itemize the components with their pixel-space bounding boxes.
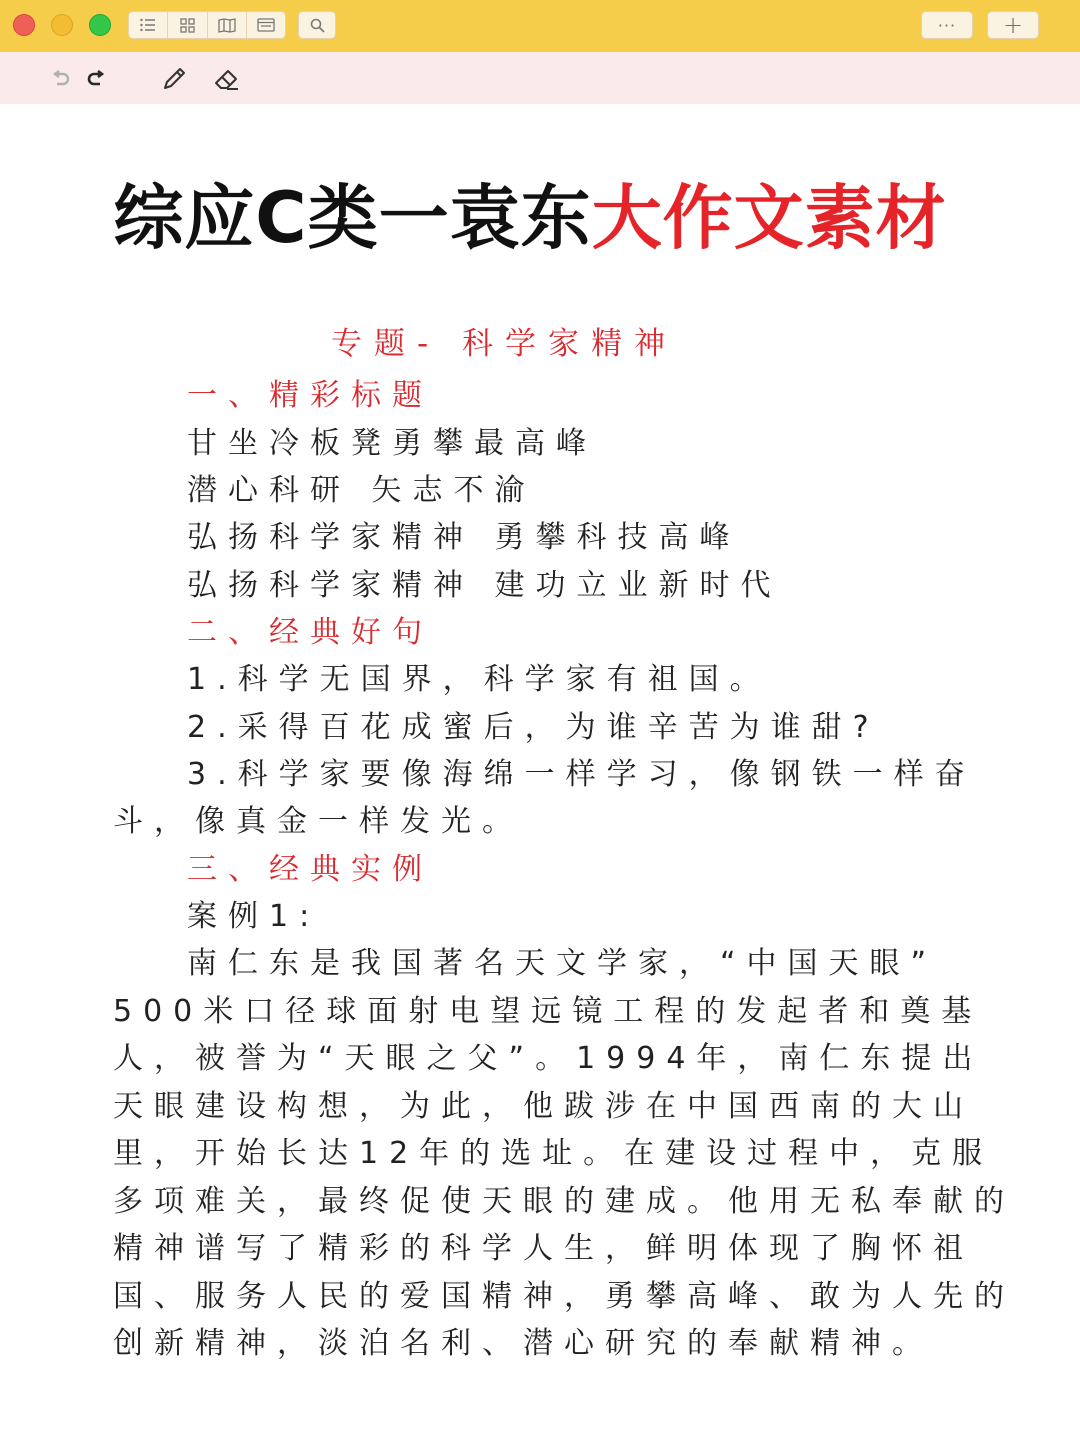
redo-button[interactable] [82,64,112,94]
redo-icon [86,70,108,88]
window-icon [257,18,275,32]
minimize-window-button[interactable] [51,14,73,36]
section-heading-titles: 一、精彩标题 [187,378,433,413]
title-item: 弘扬科学家精神 建功立业新时代 [187,568,782,603]
more-icon: ··· [937,15,957,35]
section-heading-sentences: 二、经典好句 [187,615,433,650]
undo-button[interactable] [45,64,75,94]
case-line: 天眼建设构想，为此，他跋涉在中国西南的大山 [113,1089,974,1124]
view-mode-segmented-control [128,11,286,39]
title-item: 弘扬科学家精神 勇攀科技高峰 [187,520,741,555]
book-view-button[interactable] [208,12,247,38]
case-line: 国、服务人民的爱国精神，勇攀高峰、敢为人先的 [113,1279,1015,1314]
document-title [0,162,1060,263]
title-black-part: 综应C类一袁东 [113,177,592,259]
list-icon [140,18,156,32]
grid-icon [180,18,195,33]
window-titlebar [0,0,1080,52]
title-item: 甘坐冷板凳勇攀最高峰 [187,426,597,461]
eraser-icon [213,66,241,92]
sentence-line: 3.科学家要像海绵一样学习，像钢铁一样奋 [187,757,976,792]
more-button[interactable] [921,11,973,39]
search-icon [310,18,325,33]
case-line: 人，被誉为“天眼之父”。1994年，南仁东提出 [113,1041,984,1076]
sentence-line: 1.科学无国界，科学家有祖国。 [187,662,771,697]
sentence-line: 2.采得百花成蜜后，为谁辛苦为谁甜? [187,710,880,745]
window-view-button[interactable] [247,12,285,38]
case-label: 案例1: [187,899,321,934]
zoom-window-button[interactable] [89,14,111,36]
book-icon [218,18,236,33]
edit-toolbar [0,52,1080,104]
sentence-line: 斗，像真金一样发光。 [113,804,523,839]
case-line: 多项难关，最终促使天眼的建成。他用无私奉献的 [113,1184,1015,1219]
grid-view-button[interactable] [168,12,207,38]
add-button[interactable] [987,11,1039,39]
case-line: 500米口径球面射电望远镜工程的发起者和奠基 [113,994,983,1029]
pencil-tool-button[interactable] [159,64,189,94]
case-line: 南仁东是我国著名天文学家，“中国天眼” [187,946,938,981]
search-button[interactable] [298,11,336,39]
case-line: 精神谱写了精彩的科学人生，鲜明体现了胸怀祖 [113,1231,974,1266]
topic-heading: 专题- 科学家精神 [331,326,678,362]
case-line: 里，开始长达12年的选址。在建设过程中，克服 [113,1136,994,1171]
title-red-part: 大作文素材 [591,177,947,259]
close-window-button[interactable] [13,14,35,36]
section-heading-examples: 三、经典实例 [187,852,433,887]
plus-icon: + [1002,11,1024,39]
case-line: 创新精神，淡泊名利、潜心研究的奉献精神。 [113,1326,933,1361]
eraser-tool-button[interactable] [212,64,242,94]
title-item: 潜心科研 矢志不渝 [187,473,536,508]
pencil-icon [161,66,187,92]
list-view-button[interactable] [129,12,168,38]
undo-icon [49,70,71,88]
